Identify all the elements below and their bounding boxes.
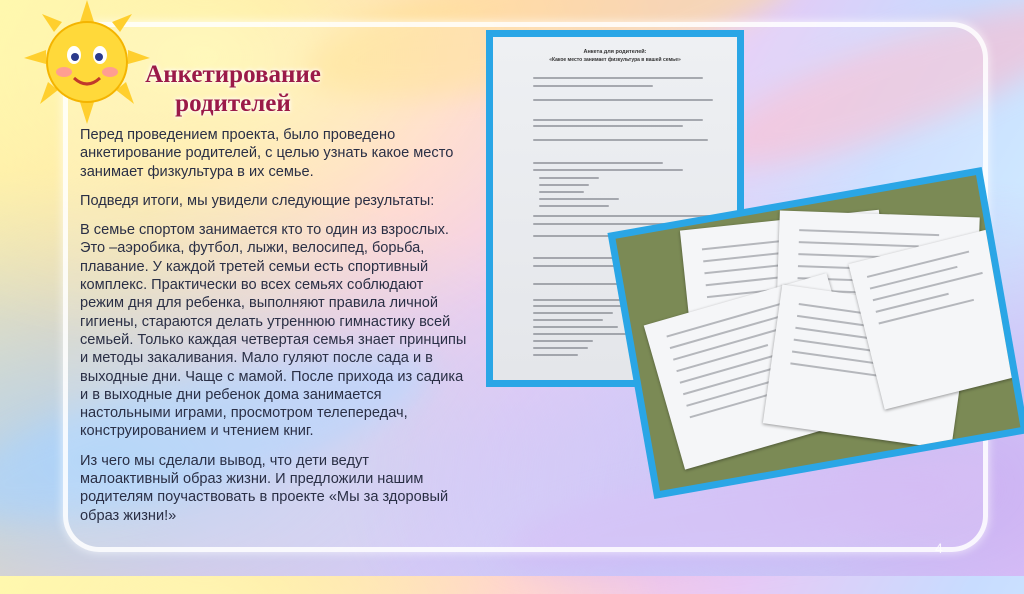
slide-body — [80, 126, 470, 536]
questionnaire-heading: Анкета для родителей: — [583, 49, 647, 55]
questionnaire-subheading: «Какое место занимает физкультура в вашей семье» — [549, 57, 681, 63]
results-heading: Подведя итоги, мы увидели следующие результаты: — [80, 192, 435, 209]
page-number: 4 — [935, 540, 943, 556]
conclusion-paragraph: Из чего мы сделали вывод, что дети ведут малоактивный образ жизни. И предложили нашим родителям поучаствовать в проекте «Мы за здоровый образ жизни!» — [80, 452, 449, 524]
intro-paragraph: Перед проведением проекта, было проведено анкетирование родителей, с целью узнать какое место занимает физкультура в их семье. — [80, 127, 454, 180]
slide-title: Анкетирование родителей — [145, 61, 321, 117]
results-paragraph: В семье спортом занимается кто то один из взрослых. Это –аэробика, футбол, лыжи, велосипед, борьба, плавание. У каждой третей семьи есть спортивный комплекс. Практически во всех семьях соблюдают режим дня для ребенка, выполняют правила личной гигиены, стараются делать утреннюю гимнастику всей семьей. Только каждая четвертая семья знает принципы и методы закаливания. Мало гуляют после сада и в выходные дни. Чаще с мамой. После прихода из садика и в выходные дни ребенок дома занимается настольными играми, просмотром телепередач, конструированием и чтением книг. — [80, 222, 467, 440]
table-surface — [616, 175, 1021, 491]
